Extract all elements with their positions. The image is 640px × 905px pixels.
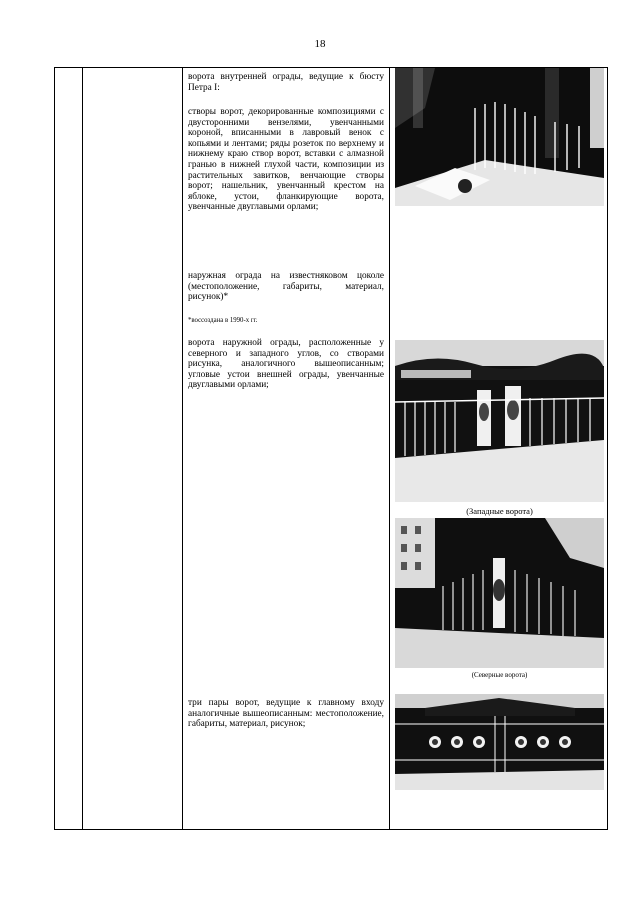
photo-inner-gate	[395, 68, 604, 206]
caption-northern-gate: (Северные ворота)	[471, 671, 528, 679]
row1-footnote: *воссоздана в 1990-х гг.	[188, 317, 258, 324]
row3-paragraph-1: три пары ворот, ведущие к главному входу аналогичные вышеописанным: местоположение, габариты, материал, рисунок;	[188, 698, 384, 730]
photo-western-gate	[395, 340, 604, 502]
content-table	[54, 67, 608, 830]
column-divider-1	[82, 68, 83, 829]
photo-northern-gate	[395, 518, 604, 668]
row1-paragraph-2: створы ворот, декорированные композициями с двусторонними вензелями, увенчанными короной, вписанными в лавровый венок с копьями и лентами; ряды розеток по верхнему и нижнему краю створ ворот, вставки с алмазной гранью в нижней глухой части, композиции из растительных завитков, венчающие створы ворот; нашельник, увенчанный крестом на яблоке, устои, фланкирующие ворота, увенчанные двуглавыми орлами;	[188, 107, 384, 213]
column-divider-3	[389, 68, 390, 829]
caption-western-gate: (Западные ворота)	[466, 506, 533, 516]
photo-main-entrance-gates	[395, 694, 604, 790]
page-number: 18	[314, 38, 326, 50]
row2-paragraph-1: ворота наружной ограды, расположенные у северного и западного углов, со створами рисунка, аналогичного вышеописанным; угловые устои внешней ограды, увенчанные двуглавыми орлами;	[188, 338, 384, 391]
row1-paragraph-1: ворота внутренней ограды, ведущие к бюсту Петра I:	[188, 72, 384, 93]
column-divider-2	[182, 68, 183, 829]
row1-paragraph-3: наружная ограда на известняковом цоколе (местоположение, габариты, материал, рисунок)*	[188, 271, 384, 303]
